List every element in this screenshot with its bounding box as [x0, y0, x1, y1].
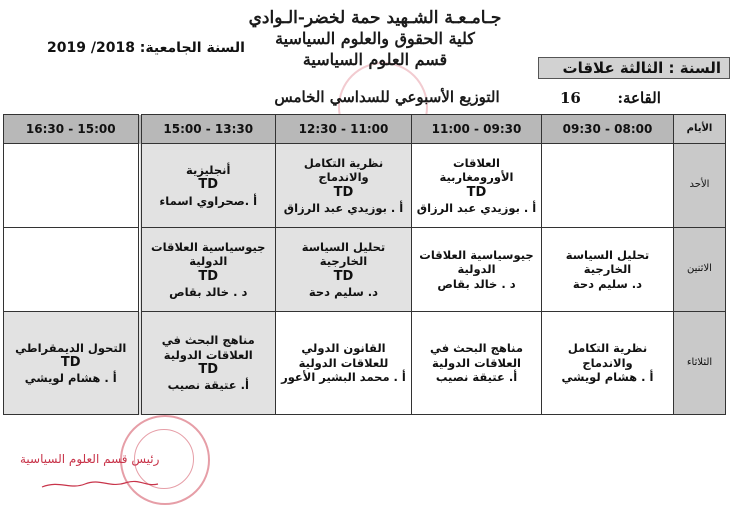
professor-name: أ . بوزيدي عبد الرزاق [283, 200, 404, 215]
subject-name: العلاقات الأورومغاربية [439, 155, 514, 185]
session-type: TD [333, 184, 354, 200]
time-slot-3: 11:00 - 12:30 [276, 115, 412, 144]
time-slot-5: 15:00 - 16:30 [4, 115, 140, 144]
schedule-cell [140, 228, 276, 312]
professor-name: أ. عتيقة نصيب [435, 370, 518, 385]
time-slot-2: 09:30 - 11:00 [412, 115, 542, 144]
professor-name: أ . بوزيدي عبد الرزاق [416, 200, 537, 215]
department-name: قسم العلوم السياسية [302, 50, 448, 69]
subject-name: تحليل السياسة الخارجية [301, 239, 386, 269]
day-label: الاثنين [674, 228, 726, 312]
schedule-table [3, 114, 726, 415]
day-row-sunday [4, 144, 726, 228]
session-type: TD [198, 177, 219, 193]
days-header: الأيام [674, 115, 726, 144]
subject-name: نظرية التكامل والاندماج [567, 341, 648, 370]
session-type: TD [198, 362, 219, 378]
schedule-cell [412, 228, 542, 312]
schedule-cell [276, 144, 412, 228]
university-name: جـامـعـة الشـهيد حمة لخضر-الـوادي [248, 8, 502, 28]
subject-name: جيوسياسية العلاقات الدولية [151, 239, 266, 269]
schedule-cell [412, 312, 542, 415]
faculty-name: كلية الحقوق والعلوم السياسية [275, 29, 475, 48]
academic-year: السنة الجامعية: 2018/ 2019 [47, 40, 245, 56]
professor-name: أ . هشام لويشي [24, 371, 117, 386]
subject-name: التحول الديمقراطي [15, 340, 127, 355]
session-type: TD [333, 268, 354, 284]
schedule-cell [4, 228, 140, 312]
subject-name: مناهج البحث في العلاقات الدولية [430, 341, 523, 370]
professor-name: أ .صحراوي اسماء [159, 193, 258, 208]
time-header-row [4, 115, 726, 144]
room-label-text: القاعة: [617, 89, 661, 107]
schedule-cell [140, 144, 276, 228]
day-row-monday [4, 228, 726, 312]
professor-name: أ . محمد البشير الأعور [281, 370, 406, 385]
schedule-cell [4, 144, 140, 228]
day-label: الأحد [674, 144, 726, 228]
professor-name: د . خالد بقاص [437, 276, 516, 291]
schedule-cell [542, 144, 674, 228]
subject-name: أنجليزية [186, 163, 231, 177]
subject-name: نظرية التكامل والاندماج [303, 155, 384, 185]
professor-name: أ . هشام لويشي [561, 370, 654, 385]
schedule-cell [412, 144, 542, 228]
day-label: الثلاثاء [674, 312, 726, 415]
schedule-cell [542, 228, 674, 312]
schedule-cell [542, 312, 674, 415]
time-slot-4: 13:30 - 15:00 [140, 115, 276, 144]
subject-name: جيوسياسية العلاقات الدولية [419, 247, 534, 277]
professor-name: د. سليم دحة [572, 276, 643, 291]
subject-name: مناهج البحث في العلاقات الدولية [161, 333, 255, 362]
time-slot-1: 08:00 - 09:30 [542, 115, 674, 144]
session-type: TD [198, 268, 219, 284]
professor-name: أ. عتيقة نصيب [167, 378, 249, 393]
class-label-box: السنة : الثالثة علاقات [538, 57, 730, 79]
subject-name: القانون الدولي للعلاقات الدولية [298, 341, 389, 370]
session-type: TD [466, 184, 487, 200]
day-row-tuesday [4, 312, 726, 415]
room-number: 16 [560, 89, 581, 107]
schedule-cell [276, 312, 412, 415]
schedule-cell [140, 312, 276, 415]
professor-name: د . خالد بقاص [169, 284, 248, 299]
signature-title: رئيس قسم العلوم السياسية [20, 452, 160, 466]
subject-name: تحليل السياسة الخارجية [565, 247, 650, 277]
room-label [560, 89, 661, 107]
professor-name: د. سليم دحة [308, 284, 379, 299]
schedule-cell [276, 228, 412, 312]
handwritten-signature [40, 478, 160, 492]
schedule-cell [4, 312, 140, 415]
session-type: TD [60, 354, 81, 370]
weekly-title: التوزيع الأسبوعي للسداسي الخامس [274, 88, 500, 106]
